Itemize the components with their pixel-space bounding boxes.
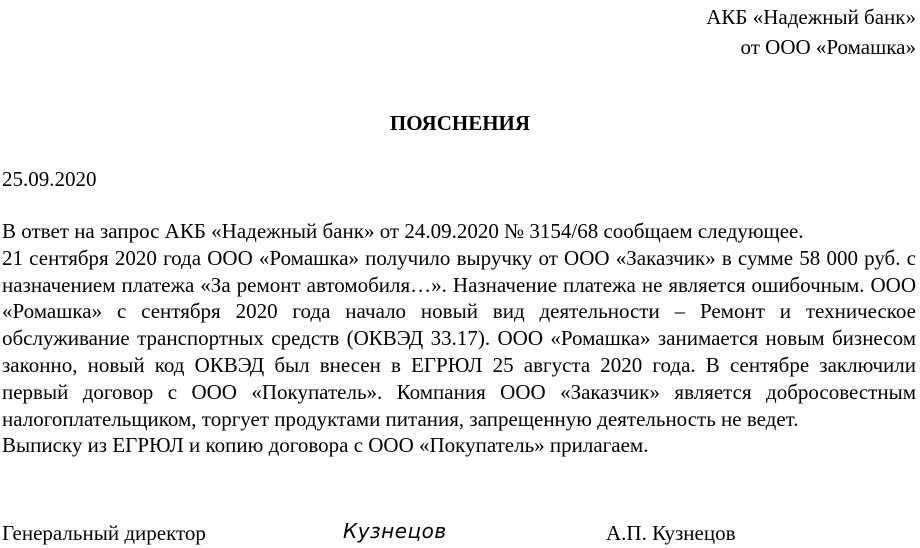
signer-position: Генеральный директор	[2, 521, 206, 545]
addressee-sender: от ООО «Ромашка»	[740, 35, 916, 59]
body-paragraph-intro: В ответ на запрос АКБ «Надежный банк» от 24.09.2020 № 3154/68 сообщаем следующее.	[2, 219, 804, 243]
document-body	[2, 218, 916, 459]
addressee-bank: АКБ «Надежный банк»	[706, 5, 916, 29]
document-title: ПОЯСНЕНИЯ	[389, 111, 531, 135]
handwritten-signature: Кузнецов	[343, 519, 447, 543]
signature-block	[0, 518, 920, 548]
body-paragraph-attachments: Выписку из ЕГРЮЛ и копию договора с ООО «Покупатель» прилагаем.	[2, 433, 649, 458]
document-date: 25.09.2020	[2, 167, 97, 191]
body-paragraph-explanation: 21 сентября 2020 года ООО «Ромашка» получило выручку от ООО «Заказчик» в сумме 58 000 руб. с назначением платежа «За ремонт автомобиля…». Назначение платежа не является ошибочным. ООО «Ромашка» с сентября 2020 года начало новый вид деятельности – Ремонт и техническое обслуживание транспортных средств (ОКВЭД 33.17). ООО «Ромашка» занимается новым бизнесом законно, новый код ОКВЭД был внесен в ЕГРЮЛ 25 августа 2020 года. В сентябре заключили первый договор с ООО «Покупатель». Компания ООО «Заказчик» является добросовестным налогоплательщиком, торгует продуктами питания, запрещенную деятельность не ведет.	[2, 245, 916, 431]
signer-name: А.П. Кузнецов	[606, 521, 736, 545]
addressee-block	[706, 2, 916, 62]
